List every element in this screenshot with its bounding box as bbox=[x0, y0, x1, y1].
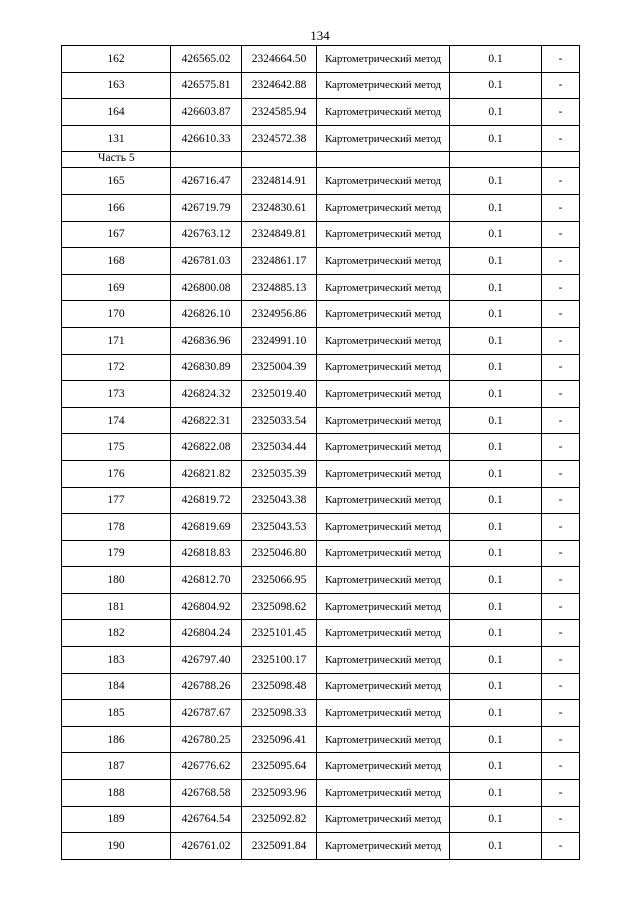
note-cell: - bbox=[542, 726, 580, 753]
y-coordinate-cell: 2325095.64 bbox=[242, 753, 317, 780]
table-row bbox=[62, 99, 580, 126]
page-number: 134 bbox=[310, 28, 330, 43]
accuracy-cell: 0.1 bbox=[450, 434, 542, 461]
accuracy-cell: 0.1 bbox=[450, 354, 542, 381]
coordinates-table bbox=[61, 45, 580, 860]
point-number-cell: 172 bbox=[62, 354, 171, 381]
accuracy-cell: 0.1 bbox=[450, 407, 542, 434]
point-number-cell: 162 bbox=[62, 46, 171, 73]
table-row bbox=[62, 514, 580, 541]
point-number-cell: 174 bbox=[62, 407, 171, 434]
note-cell: - bbox=[542, 46, 580, 73]
point-number-cell: 166 bbox=[62, 194, 171, 221]
table-row bbox=[62, 726, 580, 753]
note-cell: - bbox=[542, 354, 580, 381]
accuracy-cell: 0.1 bbox=[450, 620, 542, 647]
point-number-cell: 183 bbox=[62, 647, 171, 674]
accuracy-cell: 0.1 bbox=[450, 647, 542, 674]
method-cell: Картометрический метод bbox=[317, 99, 450, 126]
y-coordinate-cell: 2325098.33 bbox=[242, 700, 317, 727]
table-row bbox=[62, 434, 580, 461]
empty-cell bbox=[450, 152, 542, 168]
note-cell: - bbox=[542, 168, 580, 195]
method-cell: Картометрический метод bbox=[317, 487, 450, 514]
y-coordinate-cell: 2324664.50 bbox=[242, 46, 317, 73]
note-cell: - bbox=[542, 673, 580, 700]
accuracy-cell: 0.1 bbox=[450, 168, 542, 195]
method-cell: Картометрический метод bbox=[317, 434, 450, 461]
note-cell: - bbox=[542, 274, 580, 301]
accuracy-cell: 0.1 bbox=[450, 780, 542, 807]
method-cell: Картометрический метод bbox=[317, 327, 450, 354]
accuracy-cell: 0.1 bbox=[450, 125, 542, 152]
table-row bbox=[62, 381, 580, 408]
y-coordinate-cell: 2324642.88 bbox=[242, 72, 317, 99]
table-row bbox=[62, 407, 580, 434]
x-coordinate-cell: 426787.67 bbox=[171, 700, 242, 727]
x-coordinate-cell: 426776.62 bbox=[171, 753, 242, 780]
x-coordinate-cell: 426565.02 bbox=[171, 46, 242, 73]
table-row bbox=[62, 125, 580, 152]
point-number-cell: 171 bbox=[62, 327, 171, 354]
x-coordinate-cell: 426788.26 bbox=[171, 673, 242, 700]
note-cell: - bbox=[542, 327, 580, 354]
y-coordinate-cell: 2325043.38 bbox=[242, 487, 317, 514]
note-cell: - bbox=[542, 753, 580, 780]
y-coordinate-cell: 2325033.54 bbox=[242, 407, 317, 434]
y-coordinate-cell: 2324991.10 bbox=[242, 327, 317, 354]
method-cell: Картометрический метод bbox=[317, 407, 450, 434]
empty-cell bbox=[542, 152, 580, 168]
y-coordinate-cell: 2325035.39 bbox=[242, 460, 317, 487]
accuracy-cell: 0.1 bbox=[450, 806, 542, 833]
table-row bbox=[62, 72, 580, 99]
x-coordinate-cell: 426826.10 bbox=[171, 301, 242, 328]
accuracy-cell: 0.1 bbox=[450, 673, 542, 700]
point-number-cell: 187 bbox=[62, 753, 171, 780]
x-coordinate-cell: 426836.96 bbox=[171, 327, 242, 354]
table-row bbox=[62, 780, 580, 807]
method-cell: Картометрический метод bbox=[317, 354, 450, 381]
note-cell: - bbox=[542, 460, 580, 487]
method-cell: Картометрический метод bbox=[317, 567, 450, 594]
accuracy-cell: 0.1 bbox=[450, 833, 542, 860]
table-row bbox=[62, 354, 580, 381]
accuracy-cell: 0.1 bbox=[450, 753, 542, 780]
coordinates-table-body bbox=[62, 46, 580, 860]
x-coordinate-cell: 426763.12 bbox=[171, 221, 242, 248]
point-number-cell: 131 bbox=[62, 125, 171, 152]
point-number-cell: 180 bbox=[62, 567, 171, 594]
empty-cell bbox=[317, 152, 450, 168]
table-row bbox=[62, 753, 580, 780]
empty-cell bbox=[171, 152, 242, 168]
table-row bbox=[62, 46, 580, 73]
accuracy-cell: 0.1 bbox=[450, 540, 542, 567]
accuracy-cell: 0.1 bbox=[450, 700, 542, 727]
table-row bbox=[62, 487, 580, 514]
y-coordinate-cell: 2324956.86 bbox=[242, 301, 317, 328]
note-cell: - bbox=[542, 540, 580, 567]
point-number-cell: 188 bbox=[62, 780, 171, 807]
method-cell: Картометрический метод bbox=[317, 248, 450, 275]
note-cell: - bbox=[542, 593, 580, 620]
point-number-cell: 175 bbox=[62, 434, 171, 461]
x-coordinate-cell: 426781.03 bbox=[171, 248, 242, 275]
x-coordinate-cell: 426812.70 bbox=[171, 567, 242, 594]
accuracy-cell: 0.1 bbox=[450, 327, 542, 354]
point-number-cell: 181 bbox=[62, 593, 171, 620]
accuracy-cell: 0.1 bbox=[450, 514, 542, 541]
point-number-cell: 165 bbox=[62, 168, 171, 195]
x-coordinate-cell: 426719.79 bbox=[171, 194, 242, 221]
method-cell: Картометрический метод bbox=[317, 46, 450, 73]
accuracy-cell: 0.1 bbox=[450, 99, 542, 126]
point-number-cell: 176 bbox=[62, 460, 171, 487]
note-cell: - bbox=[542, 780, 580, 807]
point-number-cell: 169 bbox=[62, 274, 171, 301]
method-cell: Картометрический метод bbox=[317, 726, 450, 753]
x-coordinate-cell: 426610.33 bbox=[171, 125, 242, 152]
note-cell: - bbox=[542, 434, 580, 461]
y-coordinate-cell: 2325034.44 bbox=[242, 434, 317, 461]
method-cell: Картометрический метод bbox=[317, 833, 450, 860]
point-number-cell: 182 bbox=[62, 620, 171, 647]
accuracy-cell: 0.1 bbox=[450, 248, 542, 275]
x-coordinate-cell: 426818.83 bbox=[171, 540, 242, 567]
accuracy-cell: 0.1 bbox=[450, 72, 542, 99]
empty-cell bbox=[242, 152, 317, 168]
method-cell: Картометрический метод bbox=[317, 194, 450, 221]
point-number-cell: 173 bbox=[62, 381, 171, 408]
table-row bbox=[62, 700, 580, 727]
x-coordinate-cell: 426797.40 bbox=[171, 647, 242, 674]
method-cell: Картометрический метод bbox=[317, 647, 450, 674]
x-coordinate-cell: 426603.87 bbox=[171, 99, 242, 126]
y-coordinate-cell: 2325098.62 bbox=[242, 593, 317, 620]
section-label: Часть 5 bbox=[62, 152, 171, 168]
table-row bbox=[62, 833, 580, 860]
y-coordinate-cell: 2324830.61 bbox=[242, 194, 317, 221]
x-coordinate-cell: 426824.32 bbox=[171, 381, 242, 408]
note-cell: - bbox=[542, 514, 580, 541]
accuracy-cell: 0.1 bbox=[450, 487, 542, 514]
y-coordinate-cell: 2325096.41 bbox=[242, 726, 317, 753]
x-coordinate-cell: 426804.92 bbox=[171, 593, 242, 620]
note-cell: - bbox=[542, 647, 580, 674]
x-coordinate-cell: 426804.24 bbox=[171, 620, 242, 647]
table-row bbox=[62, 620, 580, 647]
y-coordinate-cell: 2325043.53 bbox=[242, 514, 317, 541]
note-cell: - bbox=[542, 833, 580, 860]
accuracy-cell: 0.1 bbox=[450, 194, 542, 221]
method-cell: Картометрический метод bbox=[317, 274, 450, 301]
note-cell: - bbox=[542, 72, 580, 99]
y-coordinate-cell: 2325046.80 bbox=[242, 540, 317, 567]
table-row bbox=[62, 806, 580, 833]
note-cell: - bbox=[542, 301, 580, 328]
y-coordinate-cell: 2325098.48 bbox=[242, 673, 317, 700]
y-coordinate-cell: 2324572.38 bbox=[242, 125, 317, 152]
x-coordinate-cell: 426764.54 bbox=[171, 806, 242, 833]
note-cell: - bbox=[542, 194, 580, 221]
x-coordinate-cell: 426819.69 bbox=[171, 514, 242, 541]
y-coordinate-cell: 2325093.96 bbox=[242, 780, 317, 807]
point-number-cell: 167 bbox=[62, 221, 171, 248]
method-cell: Картометрический метод bbox=[317, 221, 450, 248]
point-number-cell: 179 bbox=[62, 540, 171, 567]
accuracy-cell: 0.1 bbox=[450, 460, 542, 487]
note-cell: - bbox=[542, 407, 580, 434]
x-coordinate-cell: 426780.25 bbox=[171, 726, 242, 753]
point-number-cell: 185 bbox=[62, 700, 171, 727]
note-cell: - bbox=[542, 567, 580, 594]
note-cell: - bbox=[542, 99, 580, 126]
x-coordinate-cell: 426800.08 bbox=[171, 274, 242, 301]
table-row bbox=[62, 168, 580, 195]
point-number-cell: 163 bbox=[62, 72, 171, 99]
method-cell: Картометрический метод bbox=[317, 593, 450, 620]
y-coordinate-cell: 2325091.84 bbox=[242, 833, 317, 860]
method-cell: Картометрический метод bbox=[317, 806, 450, 833]
table-row bbox=[62, 567, 580, 594]
accuracy-cell: 0.1 bbox=[450, 567, 542, 594]
note-cell: - bbox=[542, 221, 580, 248]
point-number-cell: 164 bbox=[62, 99, 171, 126]
x-coordinate-cell: 426819.72 bbox=[171, 487, 242, 514]
accuracy-cell: 0.1 bbox=[450, 381, 542, 408]
point-number-cell: 184 bbox=[62, 673, 171, 700]
x-coordinate-cell: 426716.47 bbox=[171, 168, 242, 195]
table-row bbox=[62, 327, 580, 354]
accuracy-cell: 0.1 bbox=[450, 274, 542, 301]
table-row bbox=[62, 221, 580, 248]
x-coordinate-cell: 426761.02 bbox=[171, 833, 242, 860]
note-cell: - bbox=[542, 487, 580, 514]
method-cell: Картометрический метод bbox=[317, 72, 450, 99]
method-cell: Картометрический метод bbox=[317, 620, 450, 647]
method-cell: Картометрический метод bbox=[317, 125, 450, 152]
accuracy-cell: 0.1 bbox=[450, 221, 542, 248]
accuracy-cell: 0.1 bbox=[450, 593, 542, 620]
table-row bbox=[62, 673, 580, 700]
method-cell: Картометрический метод bbox=[317, 673, 450, 700]
table-row bbox=[62, 647, 580, 674]
y-coordinate-cell: 2324849.81 bbox=[242, 221, 317, 248]
x-coordinate-cell: 426822.08 bbox=[171, 434, 242, 461]
table-row bbox=[62, 194, 580, 221]
note-cell: - bbox=[542, 381, 580, 408]
note-cell: - bbox=[542, 125, 580, 152]
x-coordinate-cell: 426830.89 bbox=[171, 354, 242, 381]
note-cell: - bbox=[542, 620, 580, 647]
point-number-cell: 190 bbox=[62, 833, 171, 860]
table-row bbox=[62, 460, 580, 487]
y-coordinate-cell: 2324814.91 bbox=[242, 168, 317, 195]
table-row bbox=[62, 540, 580, 567]
method-cell: Картометрический метод bbox=[317, 540, 450, 567]
method-cell: Картометрический метод bbox=[317, 460, 450, 487]
y-coordinate-cell: 2325004.39 bbox=[242, 354, 317, 381]
point-number-cell: 178 bbox=[62, 514, 171, 541]
method-cell: Картометрический метод bbox=[317, 753, 450, 780]
accuracy-cell: 0.1 bbox=[450, 301, 542, 328]
method-cell: Картометрический метод bbox=[317, 514, 450, 541]
point-number-cell: 177 bbox=[62, 487, 171, 514]
y-coordinate-cell: 2325092.82 bbox=[242, 806, 317, 833]
method-cell: Картометрический метод bbox=[317, 780, 450, 807]
y-coordinate-cell: 2325100.17 bbox=[242, 647, 317, 674]
section-header-row bbox=[62, 152, 580, 168]
method-cell: Картометрический метод bbox=[317, 700, 450, 727]
x-coordinate-cell: 426822.31 bbox=[171, 407, 242, 434]
note-cell: - bbox=[542, 248, 580, 275]
point-number-cell: 168 bbox=[62, 248, 171, 275]
method-cell: Картометрический метод bbox=[317, 168, 450, 195]
point-number-cell: 170 bbox=[62, 301, 171, 328]
y-coordinate-cell: 2324861.17 bbox=[242, 248, 317, 275]
accuracy-cell: 0.1 bbox=[450, 726, 542, 753]
method-cell: Картометрический метод bbox=[317, 301, 450, 328]
x-coordinate-cell: 426575.81 bbox=[171, 72, 242, 99]
y-coordinate-cell: 2325066.95 bbox=[242, 567, 317, 594]
table-row bbox=[62, 301, 580, 328]
y-coordinate-cell: 2324585.94 bbox=[242, 99, 317, 126]
y-coordinate-cell: 2325019.40 bbox=[242, 381, 317, 408]
note-cell: - bbox=[542, 700, 580, 727]
note-cell: - bbox=[542, 806, 580, 833]
x-coordinate-cell: 426821.82 bbox=[171, 460, 242, 487]
point-number-cell: 186 bbox=[62, 726, 171, 753]
y-coordinate-cell: 2324885.13 bbox=[242, 274, 317, 301]
table-row bbox=[62, 274, 580, 301]
point-number-cell: 189 bbox=[62, 806, 171, 833]
method-cell: Картометрический метод bbox=[317, 381, 450, 408]
accuracy-cell: 0.1 bbox=[450, 46, 542, 73]
x-coordinate-cell: 426768.58 bbox=[171, 780, 242, 807]
y-coordinate-cell: 2325101.45 bbox=[242, 620, 317, 647]
table-row bbox=[62, 593, 580, 620]
table-row bbox=[62, 248, 580, 275]
